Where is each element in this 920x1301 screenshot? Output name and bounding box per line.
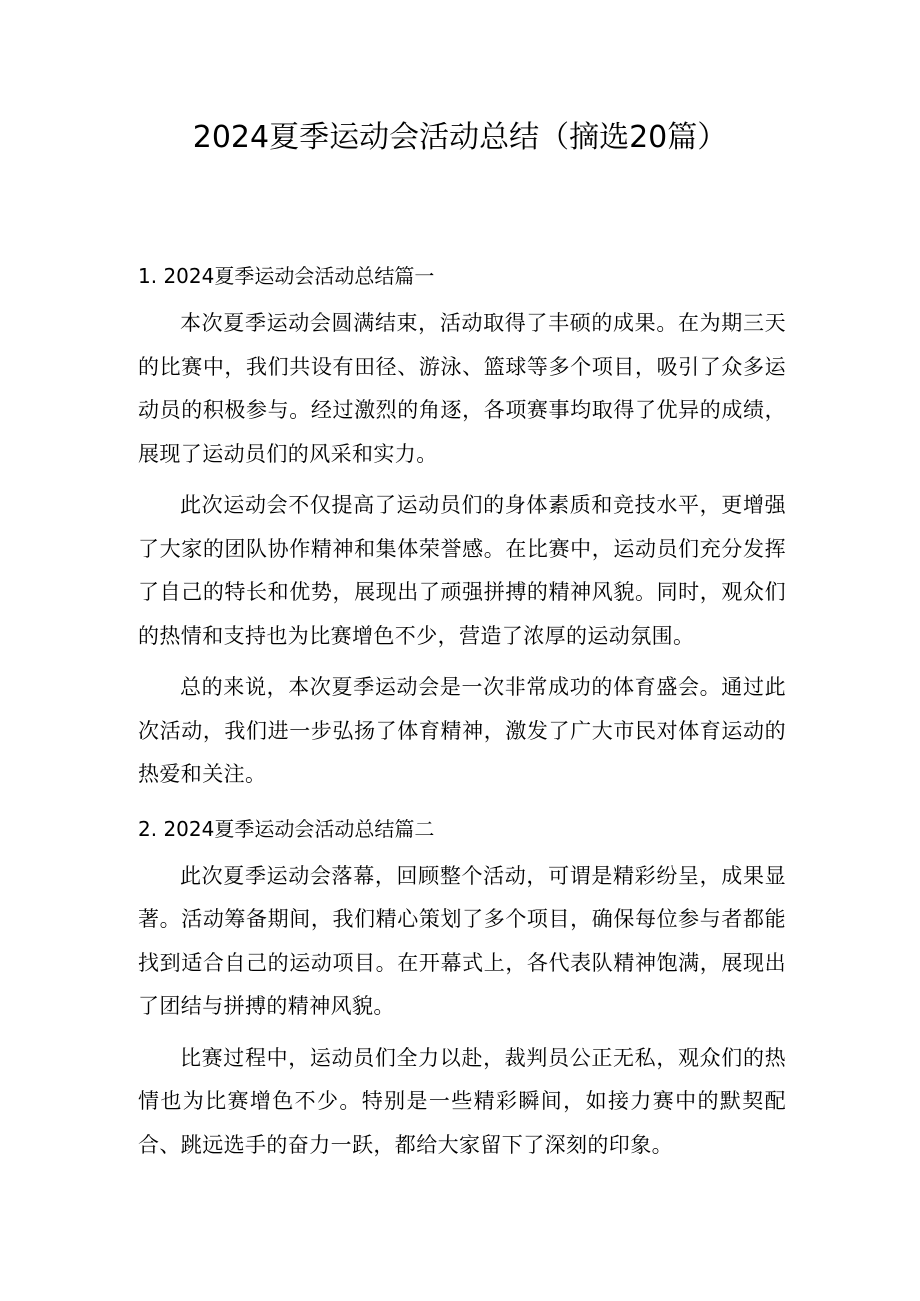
section-2 <box>138 809 786 1168</box>
paragraph: 此次夏季运动会落幕，回顾整个活动，可谓是精彩纷呈，成果显著。活动筹备期间，我们精心策划了多个项目，确保每位参与者都能找到适合自己的运动项目。在开幕式上，各代表队精神饱满，展现出了团结与拼搏的精神风貌。 <box>138 863 786 1018</box>
document-body <box>138 256 786 1175</box>
section-heading: 1. 2024夏季运动会活动总结篇一 <box>138 264 435 288</box>
paragraph: 本次夏季运动会圆满结束，活动取得了丰硕的成果。在为期三天的比赛中，我们共设有田径、游泳、篮球等多个项目，吸引了众多运动员的积极参与。经过激烈的角逐，各项赛事均取得了优异的成绩，展现了运动员们的风采和实力。 <box>138 311 786 466</box>
paragraph: 总的来说，本次夏季运动会是一次非常成功的体育盛会。通过此次活动，我们进一步弘扬了体育精神，激发了广大市民对体育运动的热爱和关注。 <box>138 675 786 786</box>
paragraph: 此次运动会不仅提高了运动员们的身体素质和竞技水平，更增强了大家的团队协作精神和集体荣誉感。在比赛中，运动员们充分发挥了自己的特长和优势，展现出了顽强拼搏的精神风貌。同时，观众们的热情和支持也为比赛增色不少，营造了浓厚的运动氛围。 <box>138 493 786 648</box>
section-heading: 2. 2024夏季运动会活动总结篇二 <box>138 816 435 841</box>
paragraph: 比赛过程中，运动员们全力以赴，裁判员公正无私，观众们的热情也为比赛增色不少。特别是一些精彩瞬间，如接力赛中的默契配合、跳远选手的奋力一跃，都给大家留下了深刻的印象。 <box>138 1045 786 1157</box>
section-1 <box>138 256 786 797</box>
document-title: 2024夏季运动会活动总结（摘选20篇） <box>192 120 728 155</box>
